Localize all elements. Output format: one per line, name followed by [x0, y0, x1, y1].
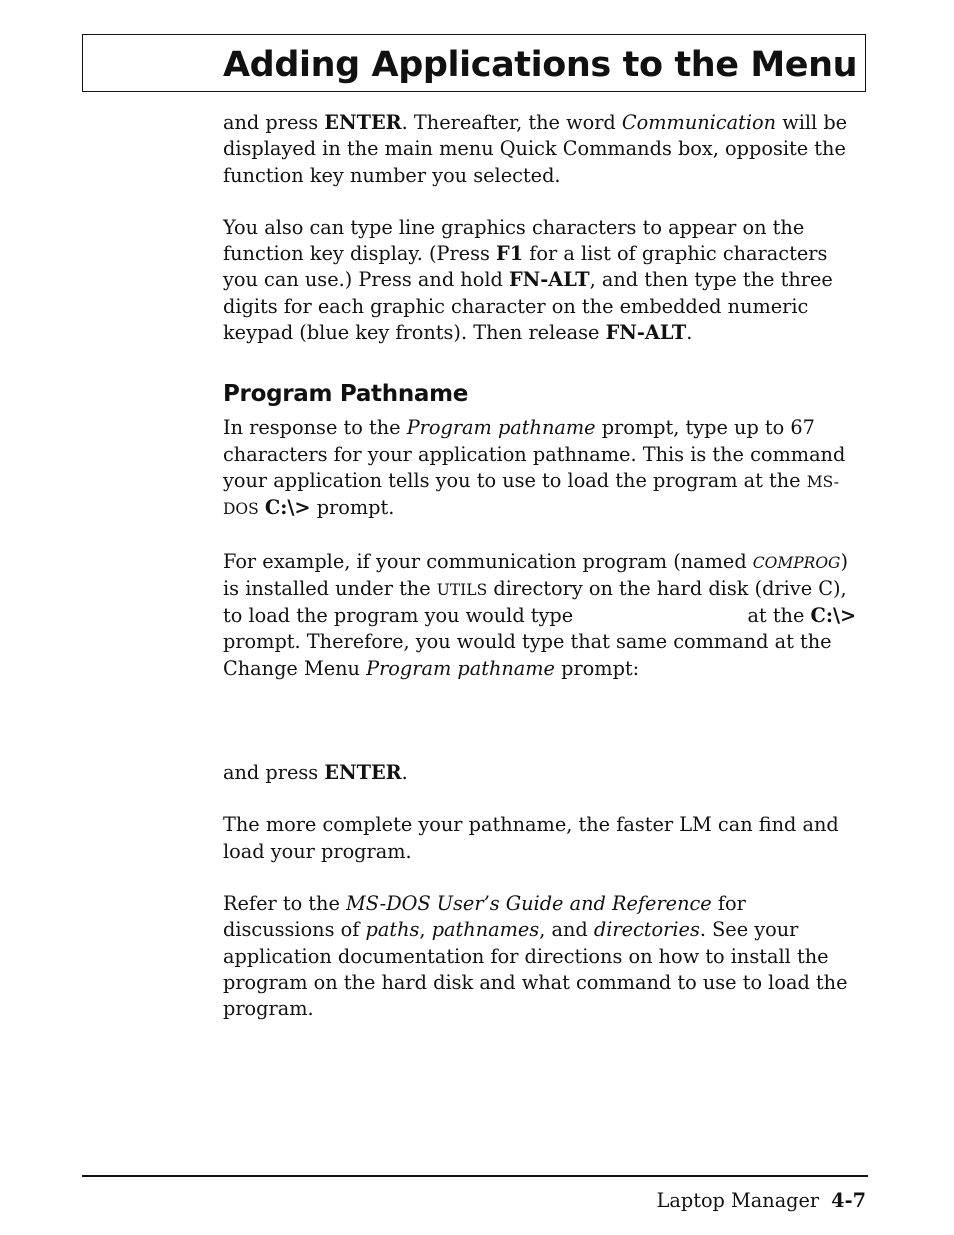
text: for discussions of — [223, 891, 746, 942]
page-title: Adding Applications to the Menu — [223, 45, 858, 85]
text: prompt. — [310, 496, 395, 520]
paragraph-example — [223, 549, 863, 682]
term-ms-dos: MS-DOS — [223, 472, 839, 519]
text: For example, if your communication program (named — [223, 549, 753, 573]
page-content — [223, 110, 863, 1022]
text: . Thereafter, the word — [401, 111, 622, 134]
prompt-c: C:\> — [810, 604, 857, 628]
term-utils: UTILS — [436, 580, 488, 599]
term-directories: directories — [593, 918, 700, 942]
text: , and then type the three digits for each graphic character on the embedded numeric keypad (blue key fronts). Then release — [223, 268, 833, 345]
paragraph-enter-communication — [223, 110, 863, 189]
text: and press — [223, 761, 325, 785]
paragraph-line-graphics — [223, 215, 863, 346]
term-paths: paths — [365, 918, 420, 942]
text: In response to the — [223, 416, 407, 440]
term-pathnames: pathnames — [431, 918, 540, 942]
text: , and — [539, 918, 594, 942]
prompt-c: C:\> — [264, 496, 311, 520]
paragraph-program-pathname — [223, 415, 863, 522]
footer-book-title: Laptop Manager — [656, 1189, 820, 1212]
text: at the — [741, 604, 811, 628]
term-ms-dos-guide: MS-DOS User’s Guide and Reference — [346, 891, 712, 915]
text: The more complete your pathname, the faster LM can find and load your program. — [223, 813, 839, 863]
text: , — [419, 918, 432, 942]
text: directory on the hard disk (drive C), to load the program you would type — [223, 576, 847, 628]
text: prompt: — [554, 656, 640, 680]
key-f1: F1 — [496, 242, 524, 266]
section-heading: Program Pathname — [223, 381, 469, 408]
key-enter: ENTER — [324, 111, 402, 134]
term-comprog: COMPROG — [752, 553, 841, 572]
key-fn-alt: FN-ALT — [605, 321, 687, 345]
command-example-space — [223, 682, 863, 734]
text: . — [686, 321, 693, 345]
paragraph-press-enter — [223, 760, 863, 786]
paragraph-complete-pathname — [223, 812, 863, 865]
term-program-pathname: Program pathname — [366, 656, 555, 680]
text: Refer to the — [223, 891, 347, 915]
text: . — [401, 761, 408, 785]
key-enter: ENTER — [324, 761, 402, 785]
text: You also can type line graphics characters to appear on the function key display. (Press — [223, 215, 805, 266]
text: prompt, type up to 67 characters for your application pathname. This is the command your application tells you to use to load the program at the — [223, 416, 846, 492]
text: and press — [223, 111, 325, 134]
text: will be displayed in the main menu Quick Commands box, opposite the function key number you selected. — [223, 111, 848, 187]
paragraph-refer — [223, 891, 863, 1022]
term-communication: Communication — [621, 111, 777, 134]
title-box — [82, 34, 866, 92]
text: for a list of graphic characters you can use.) Press and hold — [223, 242, 828, 292]
key-fn-alt: FN-ALT — [508, 268, 590, 292]
text: prompt. Therefore, you would type that same command at the Change Menu — [223, 630, 832, 680]
footer-rule — [82, 1175, 868, 1177]
text: ) is installed under the — [223, 549, 848, 600]
text: . See your application documentation for directions on how to install the program on the hard disk and what command to use to load the program. — [223, 918, 848, 1021]
page-footer — [657, 1186, 866, 1216]
page-number: 4-7 — [831, 1189, 866, 1212]
term-program-pathname: Program pathname — [406, 416, 596, 440]
